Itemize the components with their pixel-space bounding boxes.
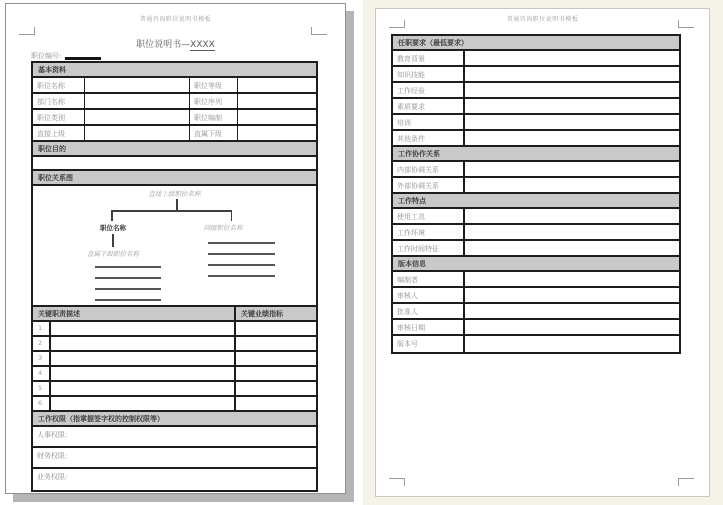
input-cell: [465, 83, 679, 97]
duty-row: [33, 367, 316, 382]
fill-in-line: [95, 299, 161, 301]
input-cell: [465, 178, 679, 192]
duty-row-number: 5: [33, 382, 51, 395]
row-label: 部门名称: [33, 94, 85, 108]
row-label: 使用工具: [393, 209, 465, 223]
row-label: 财务权限:: [37, 452, 68, 460]
input-cell: [85, 126, 190, 140]
row-label: 批准人: [393, 304, 465, 318]
row-label: 外部协调关系: [393, 178, 465, 192]
input-cell: [51, 367, 236, 380]
table-row: [393, 115, 679, 131]
section-header-qualification: 任职要求（最低要求）: [393, 36, 679, 51]
input-cell: [85, 94, 190, 108]
table-row: [393, 67, 679, 83]
section-header-purpose: 职位目的: [33, 142, 316, 157]
authority-row: [33, 469, 316, 490]
org-chart: [33, 186, 316, 307]
duties-left-header: 关键职责描述: [33, 307, 236, 320]
input-cell: [236, 367, 316, 380]
section-header-authority: 工作权限（指掌握签字权的控制权限等）: [33, 412, 316, 427]
row-label: 职位名称: [33, 78, 85, 92]
page-title-text: 职位说明书—: [136, 40, 191, 50]
fill-in-line: [208, 253, 275, 255]
input-cell: [465, 162, 679, 176]
table-row: [33, 110, 316, 126]
fill-in-line: [208, 275, 275, 277]
fill-in-line: [95, 266, 161, 268]
input-cell: [465, 99, 679, 113]
org-chart-connector: [231, 210, 233, 221]
page-title: [6, 37, 345, 50]
position-code-filled-bar: [65, 57, 101, 60]
input-cell: [238, 78, 316, 92]
section-header-relations: 职位关系图: [33, 171, 316, 186]
page1-top-header: 普通咨询职位说明书模板: [139, 16, 212, 23]
input-cell: [236, 397, 316, 410]
fill-in-line: [95, 277, 161, 279]
margin-mark-icon: [678, 478, 694, 486]
authority-row: [33, 448, 316, 469]
table-row: [393, 272, 679, 288]
duty-row: [33, 352, 316, 367]
input-cell: [236, 382, 316, 395]
margin-mark-icon: [389, 20, 405, 28]
input-cell: [236, 352, 316, 365]
section-header-coordination: 工作协作关系: [393, 147, 679, 162]
row-label: 工作环境: [393, 225, 465, 239]
table-row: [393, 336, 679, 352]
duty-row-number: 6: [33, 397, 51, 410]
input-cell: [51, 352, 236, 365]
input-cell: [51, 397, 236, 410]
org-chart-connector: [111, 210, 113, 221]
duty-row: [33, 382, 316, 397]
duty-row-number: 4: [33, 367, 51, 380]
margin-mark-icon: [311, 27, 327, 35]
duties-right-header: 关键业绩指标: [241, 310, 283, 318]
authority-row: [33, 427, 316, 448]
row-label: 工作经验: [393, 83, 465, 97]
page-title-code: XXXX: [190, 40, 215, 50]
input-cell: [236, 337, 316, 350]
row-label: 职位类别: [33, 110, 85, 124]
page-2: [375, 8, 710, 497]
org-chart-connector: [112, 234, 114, 247]
input-cell: [465, 225, 679, 239]
duty-row-number: 3: [33, 352, 51, 365]
row-label: 工作时间特征: [393, 241, 465, 255]
section-header-characteristics: 工作特点: [393, 194, 679, 209]
row-label: 审核日期: [393, 320, 465, 334]
table-row: [393, 51, 679, 67]
duty-row-number: 2: [33, 337, 51, 350]
table-row: [393, 320, 679, 336]
table-row: [33, 94, 316, 110]
input-cell: [465, 241, 679, 255]
fill-in-line: [95, 288, 161, 290]
row-label: 编制者: [393, 272, 465, 286]
row-label: 素质要求: [393, 99, 465, 113]
input-cell: [85, 78, 190, 92]
input-cell: [465, 67, 679, 81]
row-label: 职位等级: [190, 78, 238, 92]
table-row: [393, 178, 679, 194]
input-cell: [85, 110, 190, 124]
table-row: [393, 99, 679, 115]
input-cell: [238, 94, 316, 108]
input-cell: [465, 131, 679, 145]
table-row: [393, 83, 679, 99]
row-label: 直接上级: [33, 126, 85, 140]
row-label: 教育背景: [393, 51, 465, 65]
duty-row: [33, 337, 316, 352]
row-label: 职位序列: [190, 94, 238, 108]
table-row: [393, 162, 679, 178]
page2-top-header: 普通咨询职位说明书模板: [506, 16, 579, 23]
margin-mark-icon: [678, 20, 694, 28]
input-cell: [465, 288, 679, 302]
fill-in-line: [208, 264, 275, 266]
table-row: [393, 225, 679, 241]
table-row: [393, 241, 679, 257]
input-cell: [465, 51, 679, 65]
input-cell: [465, 304, 679, 318]
org-chart-connector: [111, 210, 232, 212]
row-label: 人事权限:: [37, 431, 68, 439]
input-cell: [465, 336, 679, 352]
margin-mark-icon: [19, 27, 35, 35]
page-1: [5, 3, 346, 494]
row-label: 审核人: [393, 288, 465, 302]
row-label: 直属下级: [190, 126, 238, 140]
row-label: 版本号: [393, 336, 465, 352]
page1-main-table: [31, 61, 318, 492]
fill-in-line: [208, 242, 275, 244]
duties-header-row: [33, 307, 316, 322]
duty-row: [33, 397, 316, 412]
row-label: 业务权限:: [37, 473, 68, 481]
input-cell: [51, 337, 236, 350]
margin-mark-icon: [389, 478, 405, 486]
org-chart-superior-label: 直接上级职位名称: [148, 190, 201, 198]
page2-main-table: [391, 34, 681, 354]
org-chart-self-label: 职位名称: [100, 224, 126, 232]
input-cell: [465, 209, 679, 223]
table-row: [393, 304, 679, 320]
duty-row-number: 1: [33, 322, 51, 335]
input-cell: [465, 320, 679, 334]
input-cell: [238, 110, 316, 124]
row-label: 培训: [393, 115, 465, 129]
table-row: [393, 209, 679, 225]
duty-row: [33, 322, 316, 337]
purpose-blank-row: [33, 157, 316, 171]
input-cell: [465, 272, 679, 286]
table-row: [33, 78, 316, 94]
row-label: 内部协调关系: [393, 162, 465, 176]
org-chart-subordinate-label: 直属下级职位名称: [87, 250, 139, 258]
table-row: [393, 288, 679, 304]
row-label: 知识技能: [393, 67, 465, 81]
org-chart-connector: [176, 199, 178, 210]
position-code-label: 职位编号:: [31, 52, 62, 60]
org-chart-peer-label: 同级职位名称: [203, 224, 243, 232]
section-header-basic-info: 基本资料: [33, 63, 316, 78]
table-row: [393, 131, 679, 147]
position-code-line: [31, 51, 101, 61]
input-cell: [51, 322, 236, 335]
row-label: 职位编制: [190, 110, 238, 124]
input-cell: [236, 322, 316, 335]
table-row: [33, 126, 316, 142]
row-label: 其他条件: [393, 131, 465, 145]
input-cell: [238, 126, 316, 140]
section-header-version: 版本信息: [393, 257, 679, 272]
input-cell: [465, 115, 679, 129]
input-cell: [51, 382, 236, 395]
